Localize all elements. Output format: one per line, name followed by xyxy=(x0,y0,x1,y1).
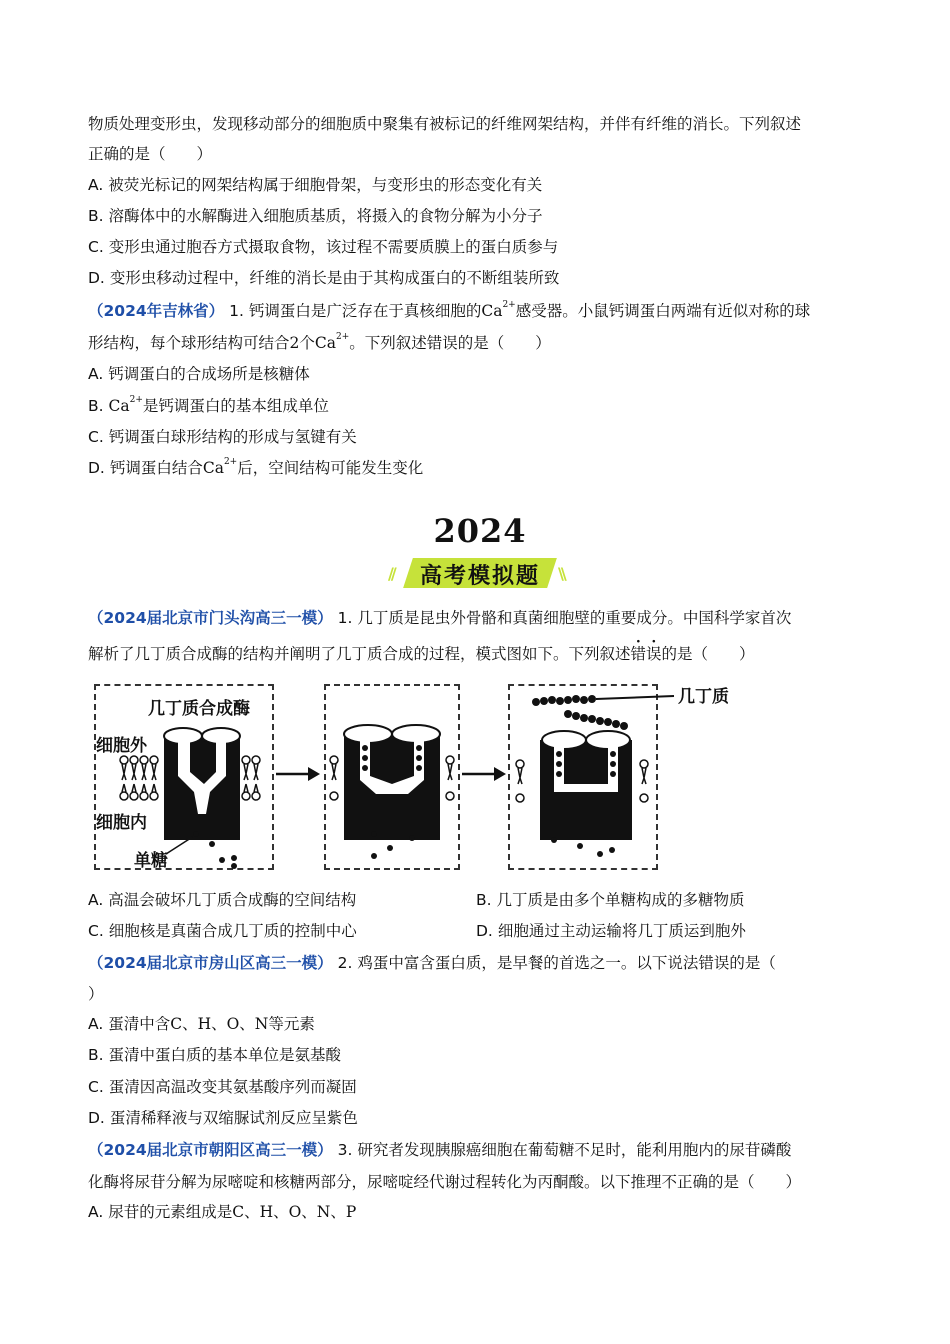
jilin-option-d[interactable]: D. 钙调蛋白结合$Ca^{2+}$后，空间结构可能发生变化 xyxy=(88,456,424,477)
intro-option-c[interactable]: C. 变形虫通过胞吞方式摄取食物，该过程不需要质膜上的蛋白质参与 xyxy=(88,238,559,256)
label-monosaccharide: 单糖 xyxy=(134,851,168,871)
intro-question-line-2: 正确的是（ ） xyxy=(88,145,213,163)
chitin-synthase-diagram xyxy=(88,676,768,876)
membrane-right-icon xyxy=(242,756,260,800)
fangshan-question-line-1: （2024届北京市房山区高三一模） 2. 鸡蛋中富含蛋白质，是早餐的首选之一。以下说法错误的是（ xyxy=(88,954,776,972)
intro-question-line-1: 物质处理变形虫，发现移动部分的细胞质中聚集有被标记的纤维网架结构，并伴有纤维的消长。下列叙述 xyxy=(88,115,802,133)
jilin-question-line-1: （2024年吉林省） 1. 钙调蛋白是广泛存在于真核细胞的$Ca^{2+}$感受器。小鼠钙调蛋白两端有近似对称的球 xyxy=(88,299,811,320)
panel-3-drawing xyxy=(508,684,768,870)
fangshan-source: （2024届北京市房山区高三一模） xyxy=(88,954,333,972)
section-title: 高考模拟题 xyxy=(419,564,540,589)
chaoyang-source: （2024届北京市朝阳区高三一模） xyxy=(88,1141,333,1159)
jilin-option-b[interactable]: B. $Ca^{2+}$是钙调蛋白的基本组成单位 xyxy=(88,394,329,415)
chitin-chain-icon xyxy=(532,695,628,730)
intro-option-b[interactable]: B. 溶酶体中的水解酶进入细胞质基质，将摄入的食物分解为小分子 xyxy=(88,207,543,225)
label-chitin: 几丁质 xyxy=(678,687,729,707)
fangshan-option-c[interactable]: C. 蛋清因高温改变其氨基酸序列而凝固 xyxy=(88,1078,357,1096)
intro-option-d[interactable]: D. 变形虫移动过程中，纤维的消长是由于其构成蛋白的不断组装所致 xyxy=(88,269,560,287)
mentougou-option-c[interactable]: C. 细胞核是真菌合成几丁质的控制中心 xyxy=(88,922,357,940)
left-slash-icon: // xyxy=(388,564,394,583)
label-extracellular: 细胞外 xyxy=(96,736,147,756)
label-intracellular: 细胞内 xyxy=(96,813,147,833)
fangshan-option-d[interactable]: D. 蛋清稀释液与双缩脲试剂反应呈紫色 xyxy=(88,1109,358,1127)
fangshan-question-line-2: ） xyxy=(88,985,104,1003)
jilin-option-a[interactable]: A. 钙调蛋白的合成场所是核糖体 xyxy=(88,365,310,383)
chitin-pointer-line xyxy=(596,696,674,699)
mentougou-question-line-1: （2024届北京市门头沟高三一模） 1. 几丁质是昆虫外骨骼和真菌细胞壁的重要成分。中国科学家首次 xyxy=(88,609,792,627)
mentougou-option-b[interactable]: B. 几丁质是由多个单糖构成的多糖物质 xyxy=(476,891,745,909)
emphasis-char: 错 xyxy=(630,645,647,663)
jilin-question-line-2: 形结构，每个球形结构可结合2个$Ca^{2+}$。下列叙述错误的是（ ） xyxy=(88,331,551,352)
membrane-left-icon xyxy=(120,756,158,800)
label-chitin-synthase: 几丁质合成酶 xyxy=(148,699,250,719)
panel-2-drawing xyxy=(324,684,460,870)
section-year: 2024 xyxy=(433,512,527,550)
arrow-right-icon xyxy=(274,764,322,784)
jilin-option-c[interactable]: C. 钙调蛋白球形结构的形成与氢键有关 xyxy=(88,428,357,446)
chaoyang-question-line-2: 化酶将尿苷分解为尿嘧啶和核糖两部分，尿嘧啶经代谢过程转化为丙酮酸。以下推理不正确的是（ ） xyxy=(88,1173,802,1191)
chaoyang-question-line-1: （2024届北京市朝阳区高三一模） 3. 研究者发现胰腺癌细胞在葡萄糖不足时，能利用胞内的尿苷磷酸 xyxy=(88,1141,792,1159)
jilin-source: （2024年吉林省） xyxy=(88,302,225,320)
section-heading xyxy=(380,512,580,588)
enzyme-icon xyxy=(164,728,240,840)
right-slash-icon: \\ xyxy=(558,564,564,583)
mentougou-question-line-2: 解析了几丁质合成酶的结构并阐明了几丁质合成的过程，模式图如下。下列叙述错误的是（ ） xyxy=(88,645,755,663)
mentougou-source: （2024届北京市门头沟高三一模） xyxy=(88,609,333,627)
chaoyang-option-a[interactable]: A. 尿苷的元素组成是C、H、O、N、P xyxy=(88,1203,357,1221)
arrow-right-icon xyxy=(460,764,508,784)
mentougou-option-d[interactable]: D. 细胞通过主动运输将几丁质运到胞外 xyxy=(476,922,746,940)
intro-option-a[interactable]: A. 被荧光标记的网架结构属于细胞骨架，与变形虫的形态变化有关 xyxy=(88,176,543,194)
emphasis-char: 误 xyxy=(646,645,662,663)
fangshan-option-b[interactable]: B. 蛋清中蛋白质的基本单位是氨基酸 xyxy=(88,1046,342,1064)
mentougou-option-a[interactable]: A. 高温会破坏几丁质合成酶的空间结构 xyxy=(88,891,357,909)
fangshan-option-a[interactable]: A. 蛋清中含C、H、O、N等元素 xyxy=(88,1015,315,1033)
